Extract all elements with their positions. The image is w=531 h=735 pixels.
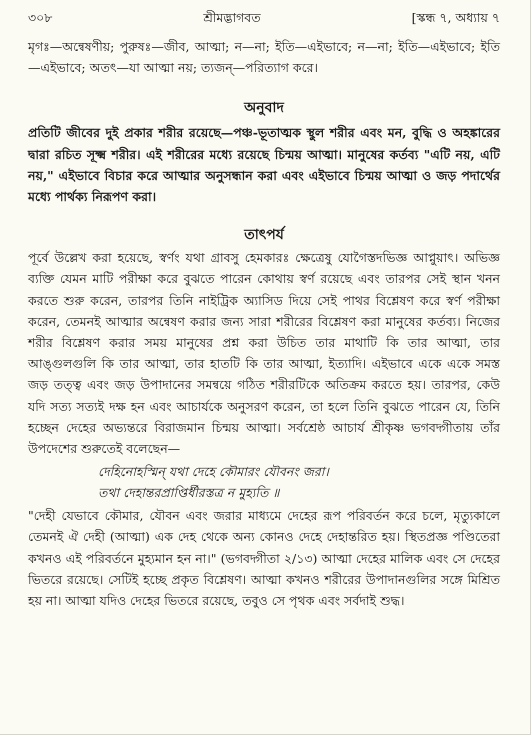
chapter-reference: [স্কন্ধ ৭, অধ্যায় ৭ <box>411 10 500 25</box>
gita-verse <box>98 461 500 503</box>
verse-line-2: তথা দেহান্তরপ্রাপ্তির্ধীরস্তত্র ন মুহ্যতি ॥ <box>98 485 280 501</box>
page-number: ৩০৮ <box>28 10 53 25</box>
page-header <box>28 8 500 28</box>
word-meanings: মৃগঃ—অন্বেষণীয়; পুরুষঃ—জীব, আত্মা; ন—না; ইতি—এইভাবে; ন—না; ইতি—এইভাবে; ইতি—এইভাবে; অতৎ—যা আত্মা নয়; ত্যজন্—পরিত্যাগ করে। <box>28 39 500 76</box>
verse-line-1: দেহিনোহস্মিন্ যথা দেহে কৌমারং যৌবনং জরা। <box>98 464 329 480</box>
translation-heading: অনুবাদ <box>244 100 284 117</box>
purport-paragraph-2: "দেহী যেভাবে কৌমার, যৌবন এবং জরার মাধ্যমে দেহের রূপ পরিবর্তন করে চলে, মৃত্যুকালে তেমনই ঐ দেহী (আত্মা) এক দেহ থেকে অন্য কোনও দেহে দেহান্তরিত হয়। স্থিতপ্রজ্ঞ পণ্ডিতেরা কখনও এই পরিবর্তনে মুহ্যমান হন না।" (ভগবদ্গীতা ২/১৩) আত্মা দেহের মালিক এবং সে দেহের ভিতরে রয়েছে। সেটিই হচ্ছে প্রকৃত বিশ্লেষণ। আত্মা কখনও শরীরের উপাদানগুলির সঙ্গে মিশ্রিত হয় না। আত্মা যদিও দেহের ভিতরে রয়েছে, তবুও সে পৃথক এবং সর্বদাই শুদ্ধ। <box>28 508 500 609</box>
purport-paragraph-1: পূর্বে উল্লেখ করা হয়েছে, স্বর্ণং যথা গ্রাবসু হেমকারঃ ক্ষেত্রেষু যোগৈস্তদভিজ্ঞ আপ্নুয়াৎ। অভিজ্ঞ ব্যক্তি যেমন মাটি পরীক্ষা করে বুঝতে পারেন কোথায় স্বর্ণ রয়েছে এবং তারপর সেই স্থান খনন করতে শুরু করেন, তারপর তিনি নাইট্রিক অ্যাসিড দিয়ে সেই পাথর বিশ্লেষণ করে স্বর্ণ পরীক্ষা করেন, তেমনই আত্মার অন্বেষণ করার জন্য সারা শরীরের বিশ্লেষণ করা মানুষের কর্তব্য। নিজের শরীর বিশ্লেষণ করার সময় মানুষের প্রশ্ন করা উচিত তার মাথাটি কি তার আত্মা, তার আঙ্গুলগুলি কি তার আত্মা, তার হাতটি কি তার আত্মা, ইত্যাদি। এইভাবে একে একে সমস্ত জড় তত্ত্ব এবং জড় উপাদানের সমন্বয়ে গঠিত শরীরটিকে অতিক্রম করতে হয়। তারপর, কেউ যদি সত্য সত্যই দক্ষ হন এবং আচার্যকে অনুসরণ করেন, তা হলে তিনি বুঝতে পারেন যে, তিনি হচ্ছেন দেহের অভ্যন্তরে বিরাজমান চিন্ময় আত্মা। সর্বশ্রেষ্ঠ আচার্য শ্রীকৃষ্ণ ভগবদ্গীতায় তাঁর উপদেশের শুরুতেই বলেছেন— <box>28 250 500 457</box>
book-title: শ্রীমদ্ভাগবত <box>203 10 261 25</box>
purport-heading: তাৎপর্য <box>244 227 284 244</box>
translation-text: প্রতিটি জীবের দুই প্রকার শরীর রয়েছে—পঞ্চ-ভূতাত্মক স্থুল শরীর এবং মন, বুদ্ধি ও অহঙ্কারের দ্বারা রচিত সূক্ষ্ম শরীর। এই শরীরের মধ্যে রয়েছে চিন্ময় আত্মা। মানুষের কর্তব্য "এটি নয়, এটি নয়," এইভাবে বিচার করে আত্মার অনুসন্ধান করা এবং এইভাবে চিন্ময় আত্মা ও জড় পদার্থের মধ্যে পার্থক্য নিরূপণ করা। <box>28 125 500 205</box>
